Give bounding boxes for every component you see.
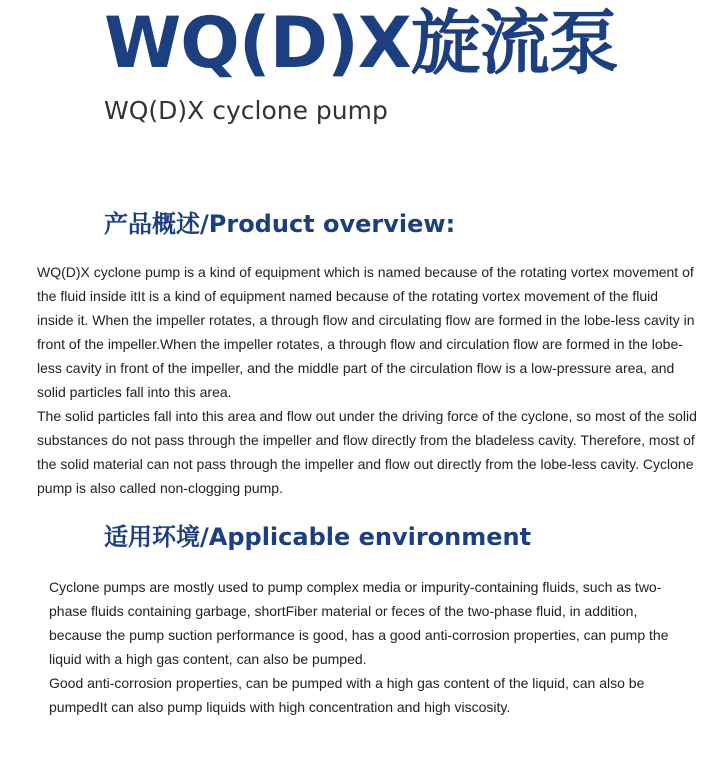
- page-title: WQ(D)X旋流泵: [104, 2, 618, 84]
- applicable-environment-section: [49, 575, 679, 719]
- product-overview-heading: 产品概述/Product overview:: [104, 210, 456, 238]
- overview-paragraph-1: WQ(D)X cyclone pump is a kind of equipment which is named because of the rotating vortex movement of the fluid inside itIt is a kind of equipment named because of the rotating vortex movement of the fluid inside it. When the impeller rotates, a through flow and circulating flow are formed in the lobe-less cavity in front of the impeller.When the impeller rotates, a through flow and circulation flow are formed in the lobe-less cavity in front of the impeller, and the middle part of the circulation flow is a low-pressure area, and solid particles fall into this area.: [37, 264, 695, 400]
- overview-paragraph-2: The solid particles fall into this area and flow out under the driving force of the cyclone, so most of the solid substances do not pass through the impeller and flow directly from the bladeless cavity. Therefore, most of the solid material can not pass through the impeller and flow out directly from the lobe-less cavity. Cyclone pump is also called non-clogging pump.: [37, 408, 697, 496]
- environment-paragraph-1: Cyclone pumps are mostly used to pump complex media or impurity-containing fluids, such as two-phase fluids containing garbage, shortFiber material or feces of the two-phase fluid, in addition, because the pump suction performance is good, has a good anti-corrosion properties, can pump the liquid with a high gas content, can also be pumped.: [49, 579, 669, 667]
- page-subtitle: WQ(D)X cyclone pump: [104, 96, 388, 125]
- environment-paragraph-2: Good anti-corrosion properties, can be pumped with a high gas content of the liquid, can also be pumpedIt can also pump liquids with high concentration and high viscosity.: [49, 675, 645, 715]
- product-overview-section: [37, 260, 697, 500]
- applicable-environment-heading: 适用环境/Applicable environment: [104, 523, 532, 551]
